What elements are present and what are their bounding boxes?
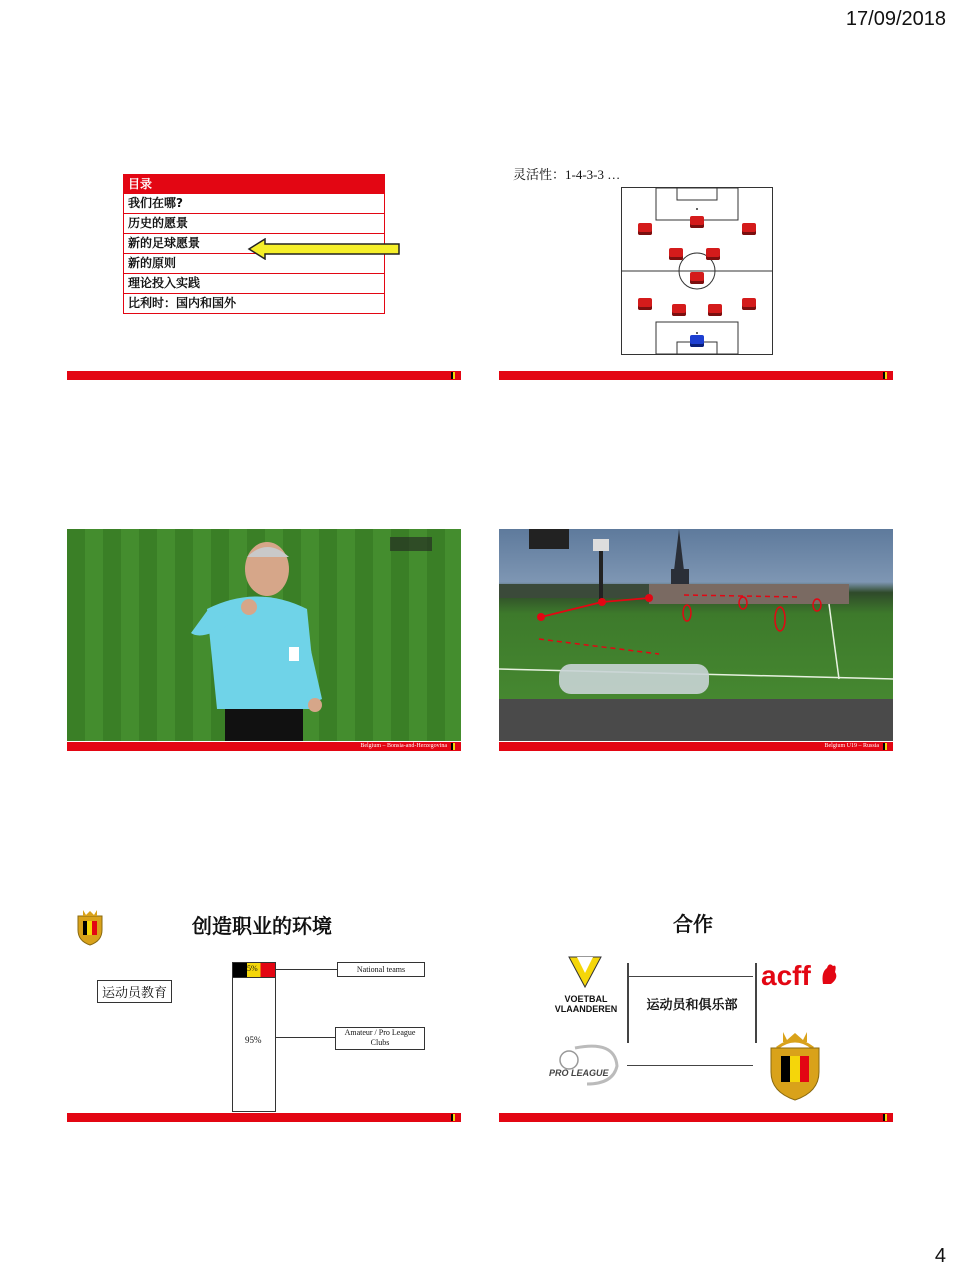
toc-item: 新的原则 xyxy=(124,253,384,273)
print-date: 17/09/2018 xyxy=(845,8,946,30)
slide-5-environment xyxy=(67,900,461,1122)
stadium-photo xyxy=(499,529,893,741)
toc-item: 比利时：国内和国外 xyxy=(124,293,384,313)
connector-line xyxy=(275,1037,335,1038)
slide-footer-bar xyxy=(67,742,461,751)
rbfa-crest-icon xyxy=(75,908,105,946)
player-icon xyxy=(690,216,704,228)
rooster-icon xyxy=(819,962,839,986)
slide-2-formation xyxy=(499,158,893,380)
slide-title: 创造职业的环境 xyxy=(192,914,332,938)
slide-6-cooperation xyxy=(499,900,893,1122)
goalkeeper-icon xyxy=(690,335,704,347)
top-percentage: 5% xyxy=(247,964,258,973)
belgian-flag-icon xyxy=(451,1114,457,1121)
national-teams-label: National teams xyxy=(337,962,425,977)
toc-title: 目录 xyxy=(124,175,384,193)
belgian-flag-icon xyxy=(883,1114,889,1121)
player-icon xyxy=(669,248,683,260)
belgian-flag-icon xyxy=(451,372,457,379)
referee-photo xyxy=(67,529,461,741)
slide-footer-bar xyxy=(67,371,461,380)
photo-caption: Belgium U19 – Russia xyxy=(824,743,879,749)
belgian-flag-icon xyxy=(451,743,457,750)
belgian-flag-icon xyxy=(883,743,889,750)
toc-item: 我们在哪? xyxy=(124,193,384,213)
player-icon xyxy=(690,272,704,284)
pro-league-text: PRO LEAGUE xyxy=(549,1068,609,1078)
formation-label: 灵活性：1-4-3-3 … xyxy=(513,167,621,182)
slide-3-referee xyxy=(67,529,461,751)
cooperation-center: 运动员和俱乐部 xyxy=(627,963,757,1043)
slide-title: 合作 xyxy=(673,912,713,936)
toc-item: 理论投入实践 xyxy=(124,273,384,293)
slide-4-stadium xyxy=(499,529,893,751)
football-pitch xyxy=(621,187,773,355)
photo-caption: Belgium – Bonsia-and-Herzegovina xyxy=(360,743,447,749)
slide-footer-bar xyxy=(67,1113,461,1122)
player-icon xyxy=(742,223,756,235)
toc-item: 历史的愿景 xyxy=(124,213,384,233)
pro-league-ball-icon xyxy=(555,1040,625,1088)
player-icon xyxy=(638,223,652,235)
page-number: 4 xyxy=(934,1245,946,1267)
connector-line xyxy=(275,969,337,970)
belgian-flag-icon xyxy=(883,372,889,379)
slide-1-contents xyxy=(67,158,461,380)
yellow-arrow-icon xyxy=(247,238,403,260)
toc-item: 新的足球愿景 xyxy=(124,233,384,253)
rbfa-crest-icon xyxy=(767,1028,823,1102)
acff-logo: acff xyxy=(761,960,811,991)
player-icon xyxy=(706,248,720,260)
slide-footer-bar xyxy=(499,371,893,380)
athlete-education-box: 运动员教育 xyxy=(97,980,172,1003)
slide-footer-bar xyxy=(499,1113,893,1122)
slide-footer-bar xyxy=(499,742,893,751)
player-icon xyxy=(672,304,686,316)
voetbal-vlaanderen-logo xyxy=(567,955,603,989)
clubs-label: Amateur / Pro League Clubs xyxy=(335,1027,425,1050)
percentage-column xyxy=(232,962,276,1112)
voetbal-vlaanderen-text: VOETBAL VLAANDEREN xyxy=(554,994,618,1014)
player-icon xyxy=(742,298,756,310)
bottom-percentage: 95% xyxy=(245,1035,262,1045)
player-icon xyxy=(638,298,652,310)
player-icon xyxy=(708,304,722,316)
arrow-line xyxy=(627,1065,753,1066)
